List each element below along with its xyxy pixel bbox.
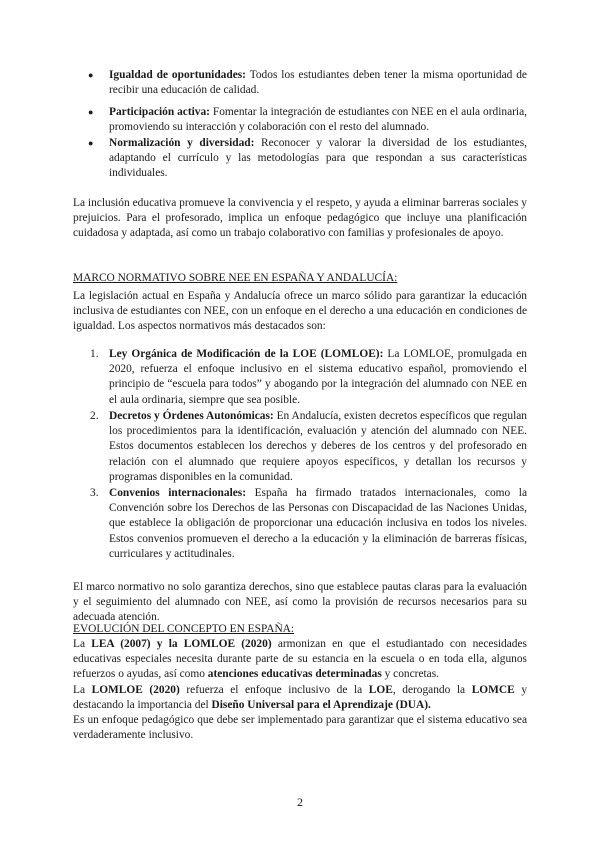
list-number: 2. <box>90 410 99 422</box>
paragraph-evolucion-lomloe: La LOMLOE (2020) refuerza el enfoque inclusivo de la LOE, derogando la LOMCE y destacando la importancia del Diseño Universal para el Aprendizaje (DUA). <box>73 684 528 712</box>
bullet-term: Participación activa: <box>109 106 210 118</box>
numbered-text: Decretos y Órdenes Autonómicas: En Andalucía, existen decretos específicos que regulan los procedimientos para la identificación, evaluación y atención del alumnado con NEE. Estos documentos establecen los derechos y deberes de los centros y del profesorado en relación con el alumnado que requiere apoyos específicos, y detallan los recursos y programas disponibles en la comunidad. <box>109 410 527 483</box>
list-number: 3. <box>90 487 99 499</box>
bullet-text: Normalización y diversidad: Reconocer y valorar la diversidad de los estudiantes, adaptando el currículo y las metodologías para que respondan a sus características individuales. <box>109 137 527 180</box>
bullet-term: Normalización y diversidad: <box>109 137 255 149</box>
paragraph-evolucion-enfoque: Es un enfoque pedagógico que debe ser implementado para garantizar que el sistema educativo sea verdaderamente inclusivo. <box>73 714 527 742</box>
numbered-text: Convenios internacionales: España ha firmado tratados internacionales, como la Convención sobre los Derechos de las Personas con Discapacidad de las Naciones Unidas, que establece la obligación de proporcionar una educación inclusiva en todos los niveles. Estos convenios promueven el derecho a la educación y la eliminación de barreras físicas, curriculares y actitudinales. <box>109 487 528 560</box>
paragraph-marco-intro: La legislación actual en España y Andalucía ofrece un marco sólido para garantizar la educación inclusiva de estudiantes con NEE, con un enfoque en el derecho a una educación en condiciones de igualdad. Los aspectos normativos más destacados son: <box>73 290 527 333</box>
bullet-icon: ● <box>88 70 94 80</box>
paragraph-inclusion: La inclusión educativa promueve la convivencia y el respeto, y ayuda a eliminar barreras sociales y prejuicios. Para el profesorado, implica un enfoque pedagógico que incluye una planificación cuidadosa y adaptada, así como un trabajo colaborativo con familias y profesionales de apoyo. <box>73 197 527 240</box>
paragraph-marco-final: El marco normativo no solo garantiza derechos, sino que establece pautas claras para la evaluación y el seguimiento del alumnado con NEE, así como la provisión de recursos necesarios para su adecuada atención. <box>73 581 527 624</box>
bullet-text: Participación activa: Fomentar la integración de estudiantes con NEE en el aula ordinaria, promoviendo su interacción y colaboración con el resto del alumnado. <box>109 106 527 134</box>
numbered-term: Decretos y Órdenes Autonómicas: <box>109 410 274 422</box>
heading-marco-normativo: MARCO NORMATIVO SOBRE NEE EN ESPAÑA Y ANDALUCÍA: <box>73 272 398 284</box>
page-number: 2 <box>297 795 303 809</box>
bullet-text: Igualdad de oportunidades: Todos los estudiantes deben tener la misma oportunidad de recibir una educación de calidad. <box>109 69 527 97</box>
numbered-text: Ley Orgánica de Modificación de la LOE (LOMLOE): La LOMLOE, promulgada en 2020, refuerza el enfoque inclusivo en el sistema educativo español, promoviendo el principio de “escuela para todos” y abogando por la integración del alumnado con NEE en el aula ordinaria, siempre que sea posible. <box>109 348 527 406</box>
bullet-icon: ● <box>88 107 94 117</box>
heading-evolucion: EVOLUCIÓN DEL CONCEPTO EN ESPAÑA: <box>73 623 295 635</box>
list-number: 1. <box>90 348 99 360</box>
bullet-term: Igualdad de oportunidades: <box>109 69 246 81</box>
numbered-term: Convenios internacionales: <box>109 487 247 499</box>
numbered-term: Ley Orgánica de Modificación de la LOE (LOMLOE): <box>109 348 384 360</box>
paragraph-evolucion-lea: La LEA (2007) y la LOMLOE (2020) armonizan en que el estudiantado con necesidades educativas especiales necesita durante parte de su estancia en la escuela o en toda ella, algunos refuerzos o ayudas, así como atenciones educativas determinadas y concretas. <box>73 638 527 681</box>
bullet-icon: ● <box>88 138 94 148</box>
